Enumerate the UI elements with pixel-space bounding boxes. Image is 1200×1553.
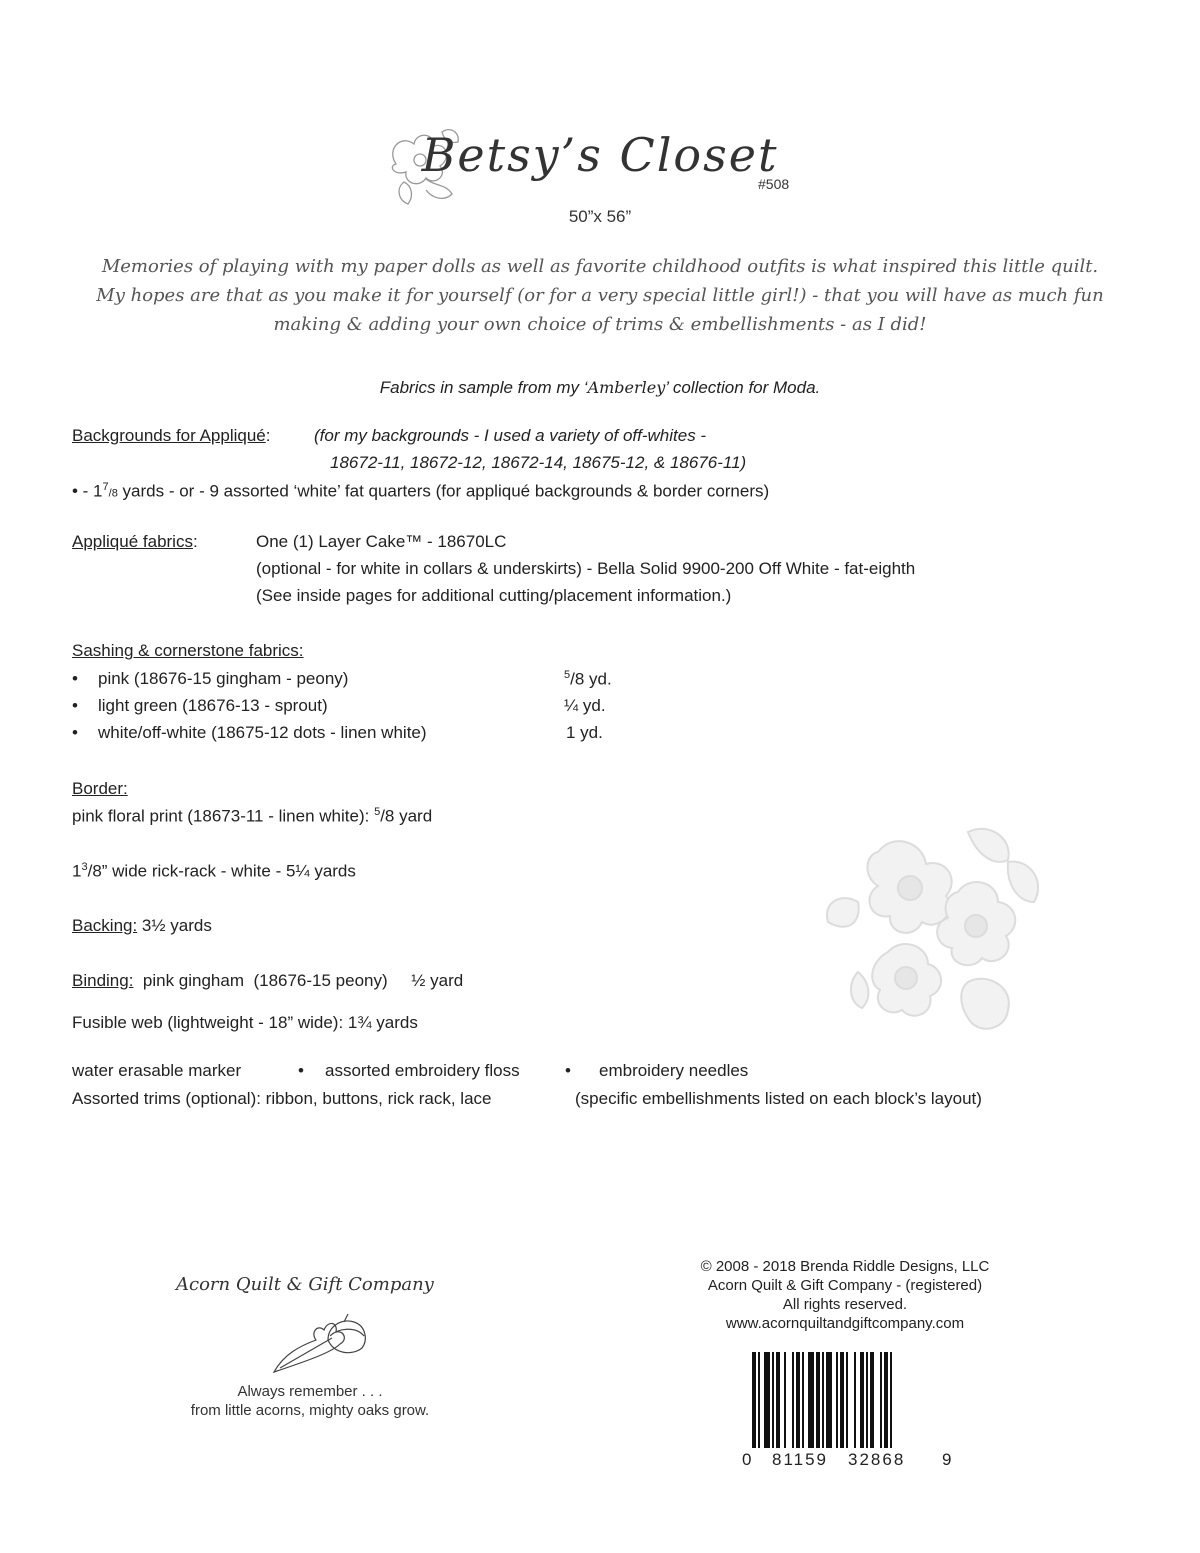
website-link[interactable]: www.acornquiltandgiftcompany.com <box>725 1315 965 1332</box>
barcode-digit-group: 0 <box>742 1450 752 1469</box>
binding-heading: Binding: <box>72 971 134 990</box>
backgrounds-colon: : <box>265 426 271 445</box>
backgrounds-item-sup: 7 <box>102 481 109 493</box>
backgrounds-note-2: 18672-11, 18672-12, 18672-14, 18675-12, & 18676-11) <box>330 453 747 472</box>
applique-heading: Appliqué fabrics <box>72 532 193 551</box>
pattern-title: Betsy’s Closet <box>421 128 779 182</box>
registered-line: Acorn Quilt & Gift Company - (registered) <box>707 1277 983 1294</box>
motto <box>160 1382 460 1420</box>
sashing-item-amount <box>564 696 606 716</box>
rickrack-rest: /8” wide rick-rack - white - 5¼ yards <box>87 861 356 881</box>
sashing-item-name: light green (18676-13 - sprout) <box>98 696 328 715</box>
backgrounds-heading: Backgrounds for Appliqué <box>72 426 266 445</box>
backgrounds-item-sub: /8 <box>108 487 118 500</box>
applique-colon: : <box>192 532 198 551</box>
collection-name: Amberley <box>587 378 666 397</box>
backing-line <box>72 916 212 936</box>
rickrack-prefix: 1 <box>72 861 82 881</box>
pattern-number: #508 <box>758 176 790 192</box>
barcode-icon <box>752 1352 948 1448</box>
rights-line: All rights reserved. <box>782 1296 908 1313</box>
notion-floss: assorted embroidery floss <box>325 1061 520 1080</box>
backgrounds-note-1: (for my backgrounds - I used a variety of off-whites - <box>314 426 707 445</box>
fabrics-prefix: Fabrics in sample from my ‘ <box>379 378 588 397</box>
border-line <box>72 806 432 827</box>
backing-text: 3½ yards <box>137 916 212 935</box>
applique-line-3: (See inside pages for additional cutting/placement information.) <box>256 586 732 605</box>
sashing-item-amount <box>564 669 612 690</box>
barcode-digit-group: 81159 <box>772 1450 829 1469</box>
sashing-item <box>72 723 427 743</box>
notion-separator: • <box>298 1061 304 1080</box>
backgrounds-item <box>72 481 769 502</box>
fabrics-suffix: ’ collection for Moda. <box>665 378 821 397</box>
applique-line-2: (optional - for white in collars & underskirts) - Bella Solid 9900-200 Off White - fat-eighth <box>256 559 916 578</box>
border-line-prefix: pink floral print (18673-11 - linen white): <box>72 806 375 826</box>
amount-rest: ¼ yd. <box>564 696 606 715</box>
amount-sup: 5 <box>564 669 571 681</box>
border-heading: Border: <box>72 779 128 798</box>
intro-paragraph: Memories of playing with my paper dolls as well as favorite childhood outfits is what inspired this little quilt. My hopes are that as you make it for yourself (or for a very special little girl!) - that you will have as much fun making & adding your own choice of trims & embellishments - as I did! <box>96 256 1104 335</box>
border-line-rest: /8 yard <box>380 806 433 826</box>
sashing-item <box>72 669 348 689</box>
motto-line-1: Always remember . . . <box>237 1383 383 1400</box>
fusible-line: Fusible web (lightweight - 18” wide): 1¾ yards <box>72 1013 418 1032</box>
trims-right: (specific embellishments listed on each block’s layout) <box>575 1089 982 1108</box>
applique-line-1: One (1) Layer Cake™ - 18670LC <box>256 532 507 551</box>
rickrack-sup: 3 <box>81 861 88 873</box>
barcode-digit-group: 9 <box>942 1450 952 1469</box>
sashing-item <box>72 696 328 716</box>
notion-marker: water erasable marker <box>72 1061 242 1080</box>
notion-needles: embroidery needles <box>599 1061 749 1080</box>
sashing-item-amount <box>566 723 603 743</box>
sashing-item-name: white/off-white (18675-12 dots - linen white) <box>98 723 427 742</box>
bullet: • <box>72 696 78 715</box>
border-line-sup: 5 <box>374 806 381 818</box>
backgrounds-heading-line <box>72 426 270 446</box>
amount-rest: /8 yd. <box>570 669 612 689</box>
motto-line-2: from little acorns, mighty oaks grow. <box>190 1402 430 1419</box>
fabrics-sample-line <box>0 378 1200 398</box>
applique-heading-line <box>72 532 198 552</box>
sashing-item-name: pink (18676-15 gingham - peony) <box>98 669 349 688</box>
flower-watermark-icon <box>818 822 1048 1042</box>
amount-rest: 1 yd. <box>566 723 603 742</box>
backgrounds-item-prefix: • - 1 <box>72 481 103 501</box>
company-script-logo: Acorn Quilt & Gift Company <box>176 1274 434 1295</box>
sashing-heading: Sashing & cornerstone fabrics: <box>72 641 304 660</box>
copyright-line: © 2008 - 2018 Brenda Riddle Designs, LLC <box>700 1258 990 1275</box>
binding-text: pink gingham (18676-15 peony) ½ yard <box>133 971 464 990</box>
binding-line <box>72 971 463 991</box>
backgrounds-item-rest: yards - or - 9 assorted ‘white’ fat quarters (for appliqué backgrounds & border corners) <box>117 481 770 501</box>
notion-separator: • <box>565 1061 571 1080</box>
quilt-size: 50”x 56” <box>568 207 632 226</box>
backing-heading: Backing: <box>72 916 138 935</box>
barcode-digit-group: 32868 <box>848 1450 906 1469</box>
copyright-block <box>650 1257 1040 1333</box>
bullet: • <box>72 669 78 688</box>
trims-left: Assorted trims (optional): ribbon, buttons, rick rack, lace <box>72 1089 492 1108</box>
bullet: • <box>72 723 78 742</box>
rickrack-line <box>72 861 356 882</box>
acorn-oak-leaf-icon <box>270 1310 380 1378</box>
